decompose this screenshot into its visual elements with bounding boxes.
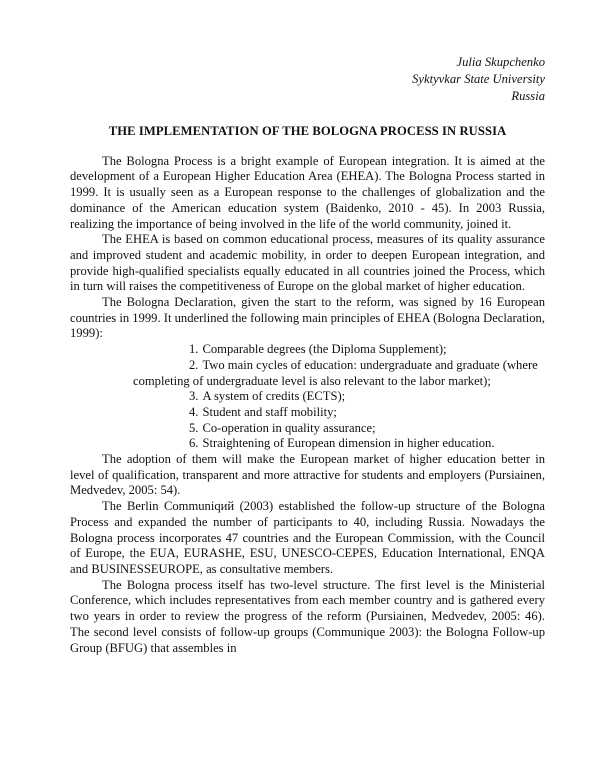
author-name: Julia Skupchenko <box>456 55 545 69</box>
paragraph: The adoption of them will make the European market of higher education better in level of qualification, transparent and more attractive for students and employers (Pursiainen, Medvedev, 2005: 54). <box>70 452 545 498</box>
author-affiliation: Syktyvkar State University <box>412 72 545 86</box>
author-country: Russia <box>511 89 545 103</box>
paragraph: The Bologna Process is a bright example of European integration. It is aimed at the development of a European Higher Education Area (EHEA). The Bologna Process started in 1999. It is usually seen as a European response to the challenges of globalization and the dominance of the American education system (Baidenko, 2010 - 45). In 2003 Russia, realizing the importance of being involved in the life of the world community, joined it. <box>70 153 545 231</box>
paragraph: The Bologna process itself has two-level structure. The first level is the Ministerial Conference, which includes representatives from each member country and is gathered every two years in order to review the progress of the reform (Pursiainen, Medvedev, 2005: 46). The second level consists of follow-up groups (Communique 2003): the Bologna Follow-up Group (BFUG) that assembles in <box>70 577 545 655</box>
document-title: THE IMPLEMENTATION OF THE BOLOGNA PROCESS IN RUSSIA <box>108 124 507 138</box>
principles-list <box>70 342 545 452</box>
list-item: 1. Comparable degrees (the Diploma Supplement); <box>189 342 447 357</box>
document-page <box>70 54 545 656</box>
list-item: 5. Co-operation in quality assurance; <box>189 420 376 435</box>
list-item: 6. Straightening of European dimension in higher education. <box>189 436 495 451</box>
list-item: 3. A system of credits (ECTS); <box>189 389 346 404</box>
author-block <box>70 54 545 105</box>
list-item: 4. Student and staff mobility; <box>189 404 337 419</box>
list-item: 2. Two main cycles of education: undergraduate and graduate (where completing of undergraduate level is also relevant to the labor market); <box>189 358 545 389</box>
paragraph: The Bologna Declaration, given the start to the reform, was signed by 16 European countries in 1999. It underlined the following main principles of EHEA (Bologna Declaration, 1999): <box>70 295 545 341</box>
paragraph: The Berlin Communiqий (2003) established the follow-up structure of the Bologna Process and expanded the number of participants to 40, including Russia. Nowadays the Bologna process incorporates 47 countries and the European Commission, with the Council of Europe, the EUA, EURASHE, ESU, UNESCO-CEPES, Education International, ENQA and BUSINESSEUROPE, as consultative members. <box>70 499 545 576</box>
list-item-continuation: completing of undergraduate level is also relevant to the labor market); <box>133 373 491 388</box>
paragraph: The EHEA is based on common educational process, measures of its quality assurance and improved student and academic mobility, in order to deepen European integration, and provide high-qualified specialists equally educated in all countries joined the Process, which in turn will raises the competitiveness of Europe on the global market of higher education. <box>70 232 545 294</box>
